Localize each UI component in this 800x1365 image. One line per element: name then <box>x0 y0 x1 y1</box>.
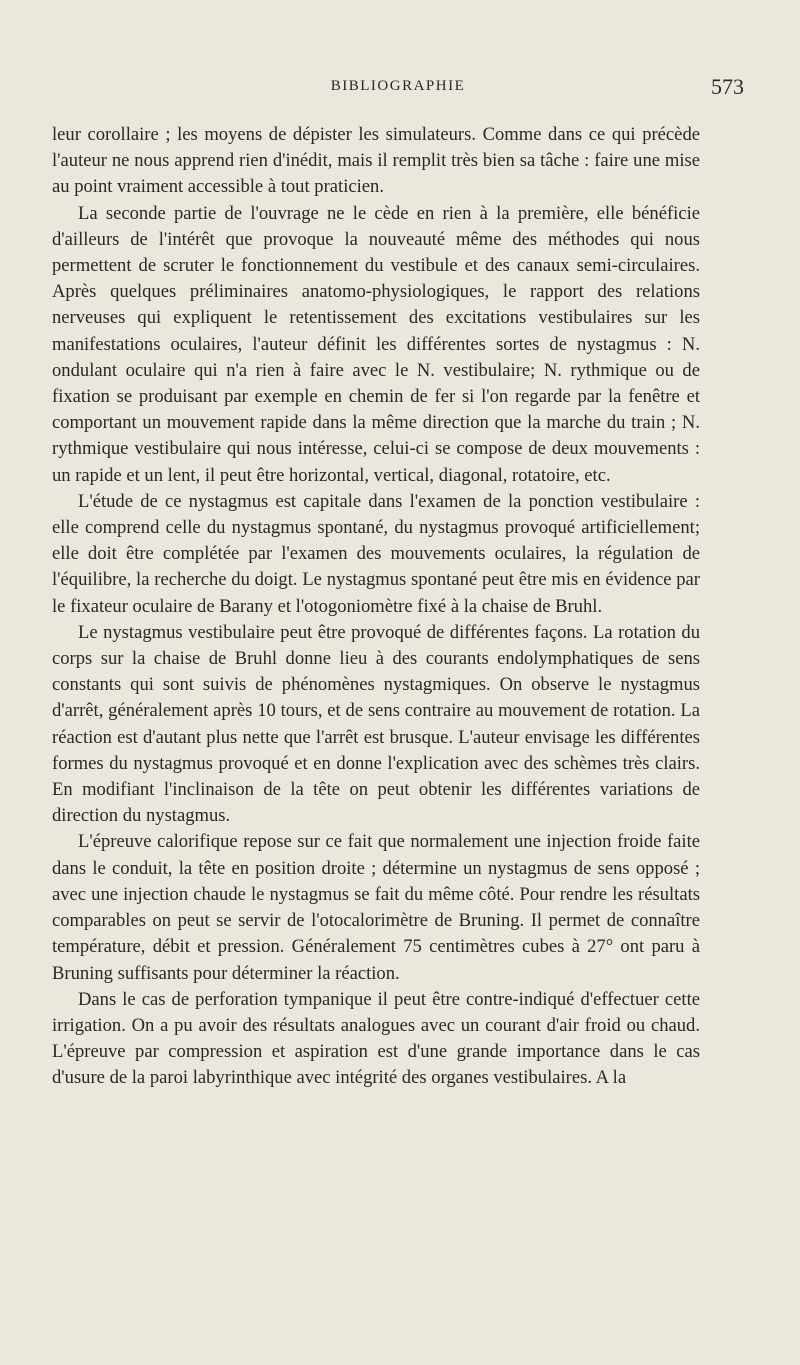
page-number: 573 <box>711 74 744 99</box>
paragraph: Le nystagmus vestibulaire peut être provoqué de différentes façons. La rotation du corps sur la chaise de Bruhl donne lieu à des courants endolymphatiques de sens constants qui sont suivis de phénomènes nystagmiques. On observe le nystagmus d'arrêt, généralement après 10 tours, et de sens contraire au mouvement de rotation. La réaction est d'autant plus nette que l'arrêt est brusque. L'auteur envisage les différentes formes du nystagmus provoqué et en donne l'explication avec des schèmes très clairs. En modifiant l'inclinaison de la tête on peut obtenir les différentes variations de direction du nystagmus. <box>52 621 700 827</box>
running-title: BIBLIOGRAPHIE <box>330 78 466 94</box>
running-head <box>52 74 744 104</box>
paragraph: L'étude de ce nystagmus est capitale dans l'examen de la ponction vestibulaire : elle comprend celle du nystagmus spontané, du nystagmus provoqué artificiellement; elle doit être complétée par l'examen des mouvements oculaires, la régulation de l'équilibre, la recherche du doigt. Le nystagmus spontané peut être mis en évidence par le fixateur oculaire de Barany et l'otogoniomètre fixé à la chaise de Bruhl. <box>52 490 700 617</box>
paragraph: L'épreuve calorifique repose sur ce fait que normalement une injection froide faite dans le conduit, la tête en position droite ; détermine un nystagmus de sens opposé ; avec une injection chaude le nystagmus se fait du même côté. Pour rendre les résultats comparables on peut se servir de l'otocalorimètre de Bruning. Il permet de connaître température, débit et pression. Généralement 75 centimètres cubes à 27° ont paru à Bruning suffisants pour déterminer la réaction. <box>52 831 700 984</box>
paragraph-continuation: leur corollaire ; les moyens de dépister les simulateurs. Comme dans ce qui précède l'auteur ne nous apprend rien d'inédit, mais il remplit très bien sa tâche : faire une mise au point vraiment accessible à tout praticien. <box>52 124 700 198</box>
paragraph: La seconde partie de l'ouvrage ne le cède en rien à la première, elle bénéficie d'ailleurs de l'intérêt que provoque la nouveauté même des méthodes qui nous permettent de scruter le fonctionnement du vestibule et des canaux semi-circulaires. Après quelques préliminaires anatomo-physiologiques, le rapport des relations nerveuses qui expliquent le retentissement des excitations vestibulaires sur les manifestations oculaires, l'auteur définit les différentes sortes de nystagmus : N. ondulant oculaire qui n'a rien à faire avec le N. vestibulaire; N. rythmique ou de fixation se produisant par exemple en chemin de fer si l'on regarde par la fenêtre et comportant un mouvement rapide dans la même direction que la marche du train ; N. rythmique vestibulaire qui nous intéresse, celui-ci se compose de deux mouvements : un rapide et un lent, il peut être horizontal, vertical, diagonal, rotatoire, etc. <box>52 202 700 486</box>
body-text <box>52 122 700 1092</box>
paragraph: Dans le cas de perforation tympanique il peut être contre-indiqué d'effectuer cette irrigation. On a pu avoir des résultats analogues avec un courant d'air froid ou chaud. L'épreuve par compression et aspiration est d'une grande importance dans le cas d'usure de la paroi labyrinthique avec intégrité des organes vestibulaires. A la <box>52 988 700 1089</box>
